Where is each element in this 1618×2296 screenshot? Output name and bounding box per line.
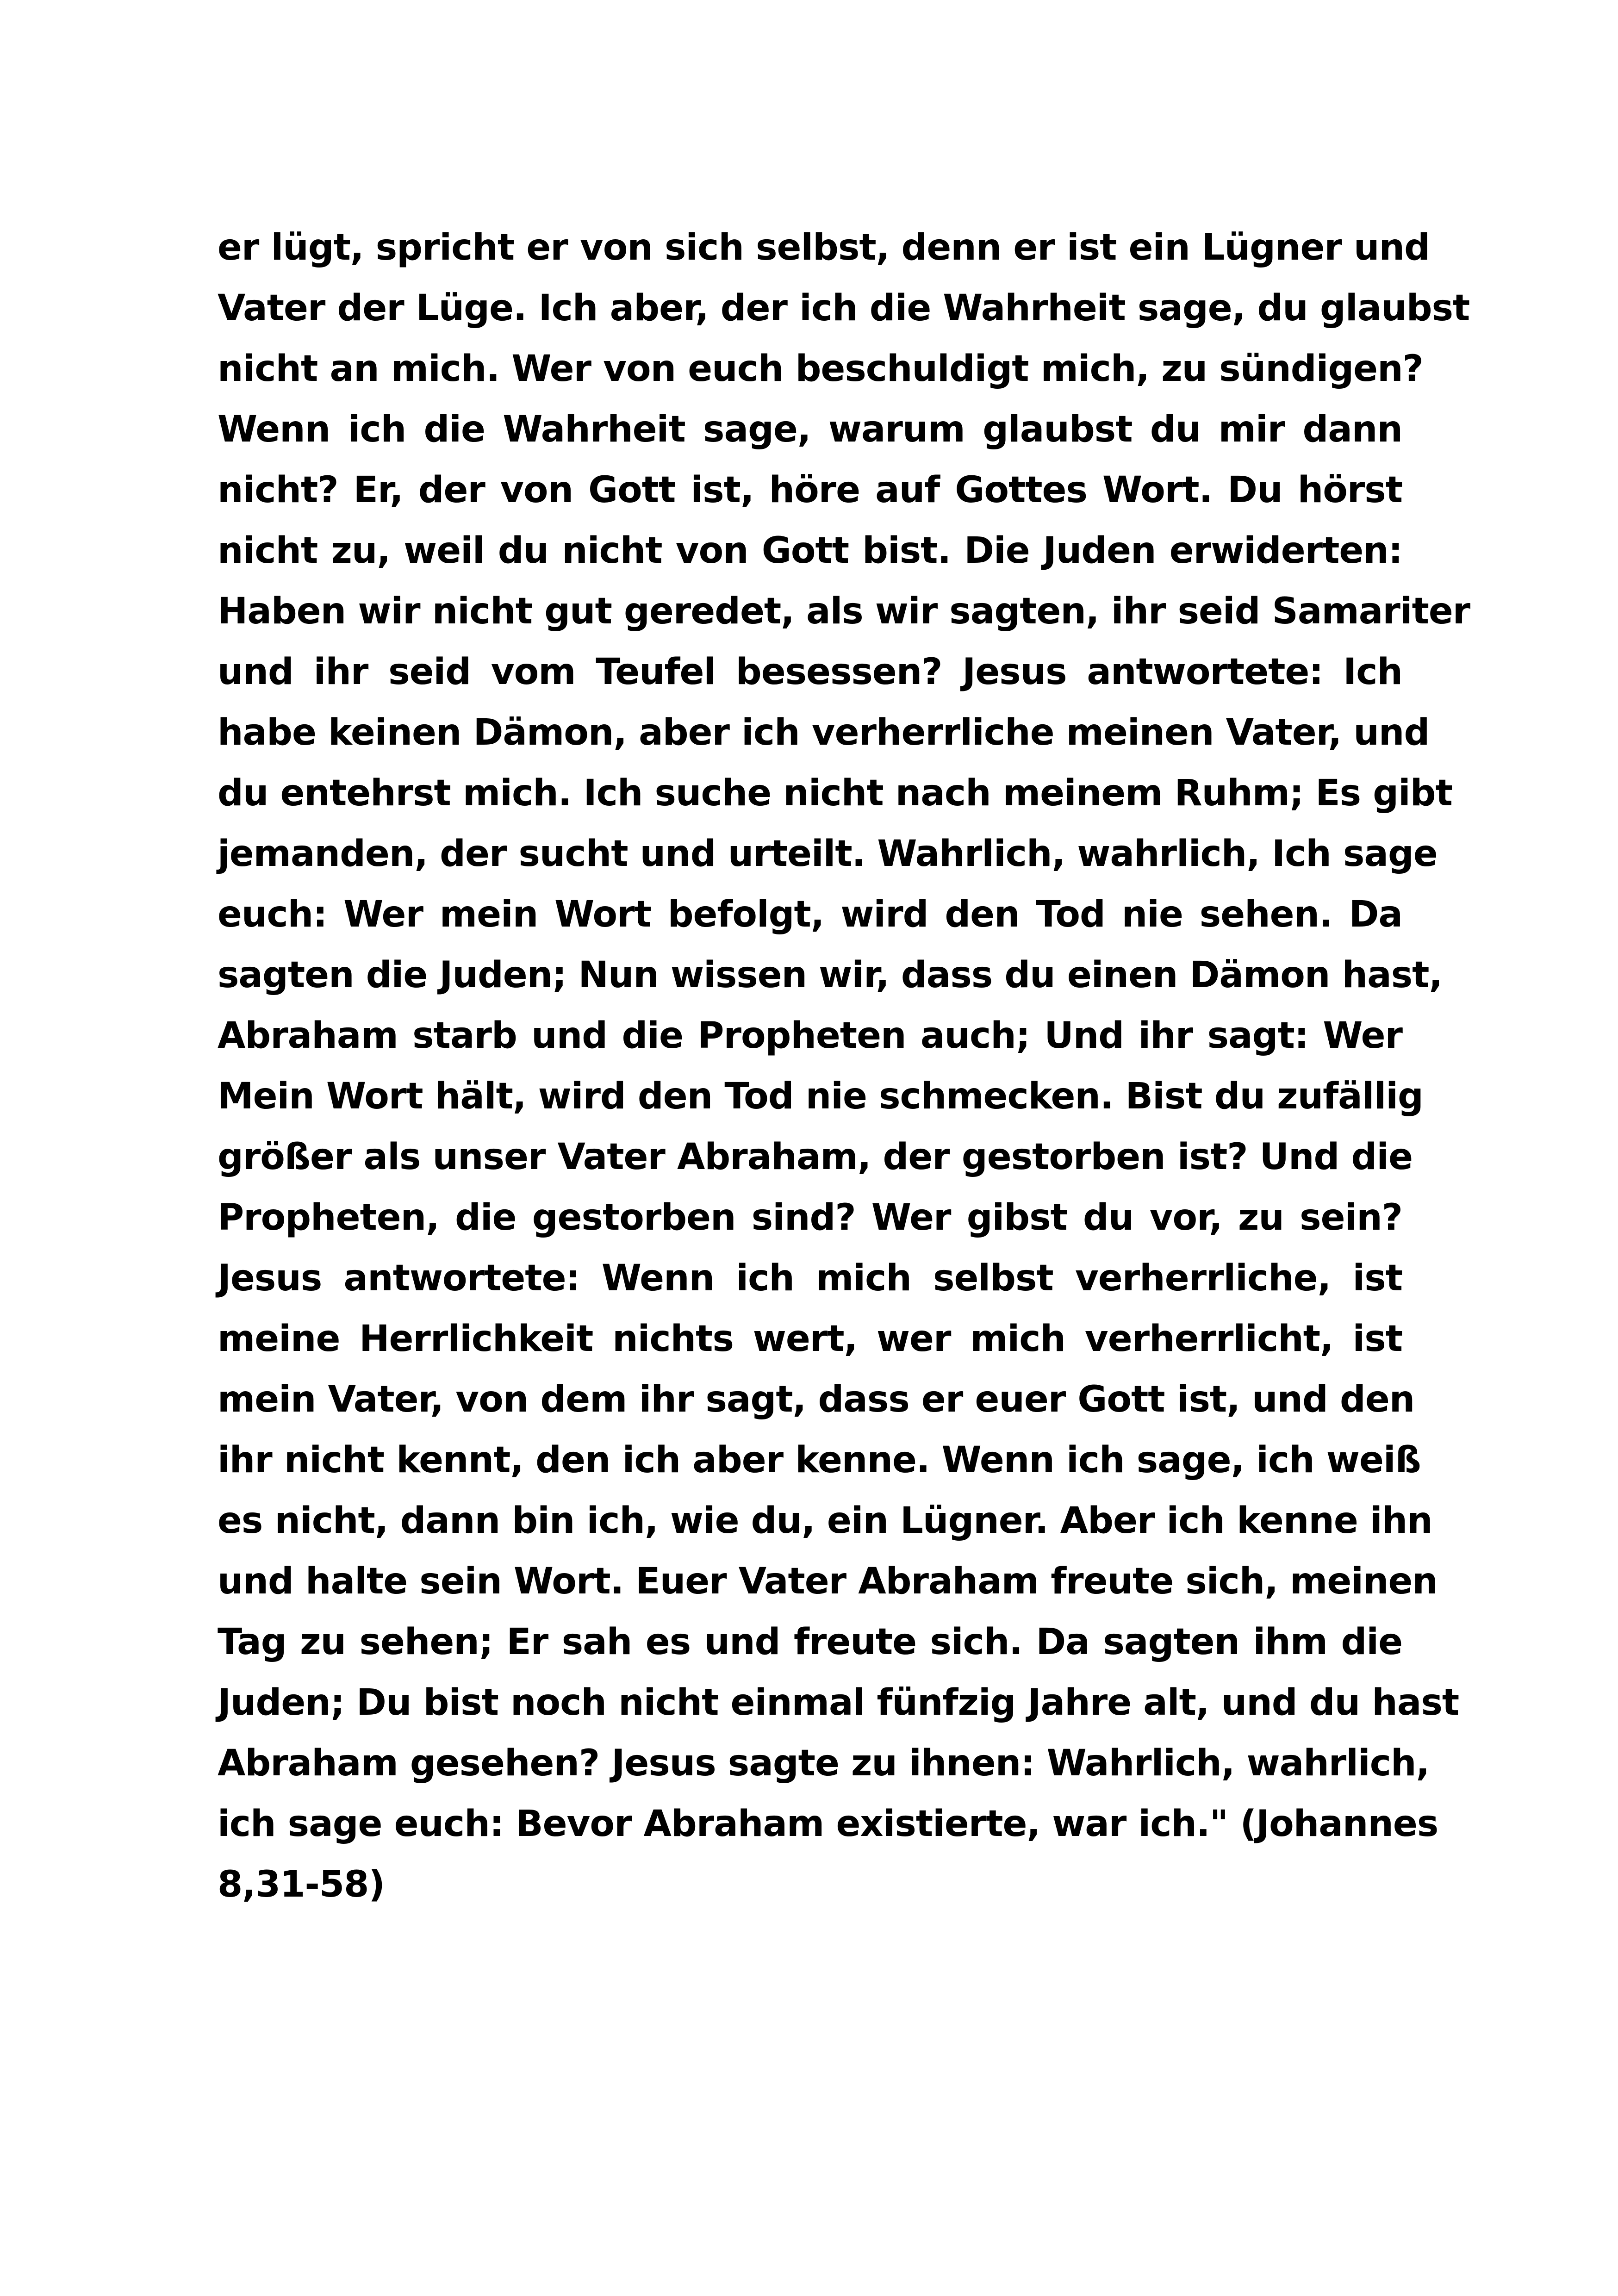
text-line: Abraham starb und die Propheten auch; Und ihr sagt: Wer	[218, 1015, 1402, 1057]
text-line: du entehrst mich. Ich suche nicht nach meinem Ruhm; Es gibt	[218, 772, 1452, 814]
text-line: nicht zu, weil du nicht von Gott bist. Die Juden erwiderten:	[218, 530, 1402, 572]
text-line: und ihr seid vom Teufel besessen? Jesus antwortete: Ich	[218, 651, 1402, 693]
text-line: mein Vater, von dem ihr sagt, dass er euer Gott ist, und den	[218, 1379, 1415, 1420]
text-line: Wenn ich die Wahrheit sage, warum glaubst du mir dann	[218, 409, 1402, 450]
text-line: nicht an mich. Wer von euch beschuldigt mich, zu sündigen?	[218, 348, 1423, 390]
text-line: Abraham gesehen? Jesus sagte zu ihnen: Wahrlich, wahrlich,	[218, 1742, 1430, 1784]
text-line: Haben wir nicht gut geredet, als wir sagten, ihr seid Samariter	[218, 591, 1470, 632]
text-line: Jesus antwortete: Wenn ich mich selbst verherrliche, ist	[218, 1257, 1402, 1299]
text-line: jemanden, der sucht und urteilt. Wahrlich, wahrlich, Ich sage	[218, 833, 1438, 875]
text-line: habe keinen Dämon, aber ich verherrliche meinen Vater, und	[218, 712, 1430, 753]
text-line: er lügt, spricht er von sich selbst, denn er ist ein Lügner und	[218, 227, 1430, 268]
text-line: ihr nicht kennt, den ich aber kenne. Wenn ich sage, ich weiß	[218, 1439, 1421, 1481]
text-line: Tag zu sehen; Er sah es und freute sich. Da sagten ihm die	[218, 1621, 1402, 1663]
body-paragraph	[218, 218, 1470, 1915]
text-line: meine Herrlichkeit nichts wert, wer mich verherrlicht, ist	[218, 1318, 1402, 1360]
text-line: Vater der Lüge. Ich aber, der ich die Wahrheit sage, du glaubst	[218, 287, 1470, 329]
text-line: es nicht, dann bin ich, wie du, ein Lügner. Aber ich kenne ihn	[218, 1500, 1432, 1542]
text-line: und halte sein Wort. Euer Vater Abraham freute sich, meinen	[218, 1561, 1438, 1602]
text-line: sagten die Juden; Nun wissen wir, dass du einen Dämon hast,	[218, 954, 1443, 996]
text-line: Mein Wort hält, wird den Tod nie schmecken. Bist du zufällig	[218, 1076, 1423, 1117]
text-line: größer als unser Vater Abraham, der gestorben ist? Und die	[218, 1136, 1413, 1178]
text-line: nicht? Er, der von Gott ist, höre auf Gottes Wort. Du hörst	[218, 469, 1402, 511]
citation-line: 8,31-58)	[218, 1864, 385, 1905]
text-line: ich sage euch: Bevor Abraham existierte, war ich." (Johannes	[218, 1803, 1438, 1845]
text-line: euch: Wer mein Wort befolgt, wird den Tod nie sehen. Da	[218, 894, 1402, 935]
text-line: Propheten, die gestorben sind? Wer gibst du vor, zu sein?	[218, 1197, 1402, 1238]
text-line: Juden; Du bist noch nicht einmal fünfzig Jahre alt, und du hast	[218, 1682, 1459, 1724]
